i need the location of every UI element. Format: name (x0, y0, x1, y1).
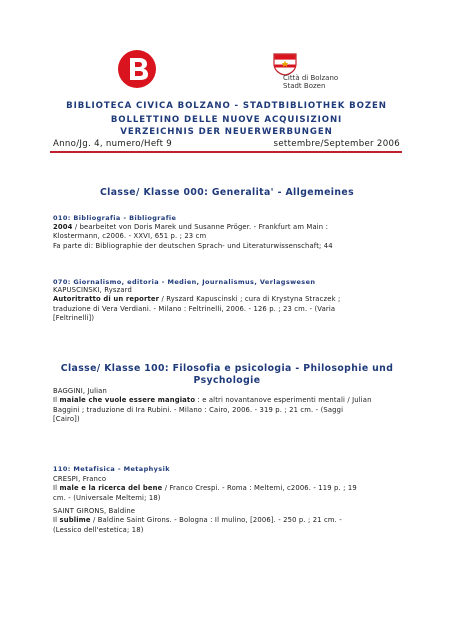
entry-publication: cm. - (Universale Meltemi; 18) (53, 493, 161, 502)
entry-title: maiale che vuole essere mangiato (59, 396, 196, 405)
city-name-de: Stadt Bozen (283, 82, 326, 90)
catalog-entry (53, 507, 398, 535)
issue-date: settembre/September 2006 (273, 139, 400, 149)
issue-number: Anno/Jg. 4, numero/Heft 9 (53, 139, 173, 149)
city-name-it: Città di Bolzano (283, 74, 339, 82)
entry-title: Autoritratto di un reporter (53, 295, 160, 304)
entry-title-line (53, 223, 398, 232)
class-heading: Classe/ Klasse 100: Filosofia e psicologia - Philosophie und Psychologie (60, 363, 394, 386)
library-b-logo (117, 49, 157, 89)
catalog-entry (53, 475, 398, 503)
entry-title-line (53, 396, 398, 405)
header-line-2: BOLLETTINO DELLE NUOVE ACQUISIZIONI (110, 115, 343, 125)
entry-title-line (53, 295, 398, 304)
entry-article: Il (53, 396, 60, 405)
entry-series: [Feltrinelli]) (53, 313, 95, 322)
entry-title-line (53, 516, 398, 525)
entry-statement: / Ryszard Kapuscinski ; cura di Krystyna Straczek ; (159, 295, 341, 304)
section-heading: 110: Metafisica - Metaphysik (53, 465, 170, 473)
header-divider (50, 151, 402, 153)
entry-title: sublime (59, 516, 91, 525)
catalog-entry (53, 223, 398, 251)
entry-publication: (Lessico dell'estetica; 18) (53, 525, 144, 534)
entry-statement: / bearbeitet von Doris Marek und Susanne Pröger. - Frankfurt am Main : (72, 223, 329, 231)
entry-article: Il (53, 484, 60, 493)
entry-statement: / Baldine Saint Girons. - Bologna : Il mulino, [2006]. - 250 p. ; 21 cm. - (90, 516, 342, 525)
section-heading: 010: Bibliografia - Bibliografie (53, 214, 177, 222)
entry-author: SAINT GIRONS, Baldine (53, 507, 136, 515)
city-coat-of-arms-icon (272, 52, 298, 76)
entry-author: BAGGINI, Julian (53, 387, 107, 395)
city-logo-text (283, 74, 338, 90)
entry-title: male e la ricerca del bene (59, 484, 163, 493)
catalog-entry (53, 387, 398, 424)
entry-title-line (53, 484, 398, 493)
entry-statement: / Franco Crespi. - Roma : Meltemi, c2006. - 119 p. ; 19 (162, 484, 357, 493)
header-line-3: VERZEICHNIS DER NEUERWERBUNGEN (120, 127, 333, 137)
catalog-entry (53, 286, 398, 323)
entry-series: [Cairo]) (53, 414, 80, 423)
entry-statement: : e altri novantanove esperimenti mentali / Julian (195, 396, 372, 405)
entry-title: 2004 (53, 223, 73, 231)
class-heading: Classe/ Klasse 000: Generalita' - Allgemeines (99, 187, 355, 198)
entry-publication: Klostermann, c2006. - XXVI, 651 p. ; 23 cm (53, 232, 207, 241)
section-heading: 070: Giornalismo, editoria - Medien, Journalismus, Verlagswesen (53, 278, 316, 286)
entry-publication: Baggini ; traduzione di Ira Rubini. - Milano : Cairo, 2006. - 319 p. ; 21 cm. - (Saggi (53, 405, 344, 414)
entry-author: KAPUSCINSKI, Ryszard (53, 286, 132, 294)
header-line-1: BIBLIOTECA CIVICA BOLZANO - STADTBIBLIOTHEK BOZEN (66, 101, 387, 111)
entry-publication: traduzione di Vera Verdiani. - Milano : Feltrinelli, 2006. - 126 p. ; 23 cm. - (Varia (53, 304, 336, 313)
entry-article: Il (53, 516, 60, 525)
entry-author: CRESPI, Franco (53, 475, 107, 483)
entry-series: Fa parte di: Bibliographie der deutschen Sprach- und Literaturwissenschaft; 44 (53, 241, 333, 250)
